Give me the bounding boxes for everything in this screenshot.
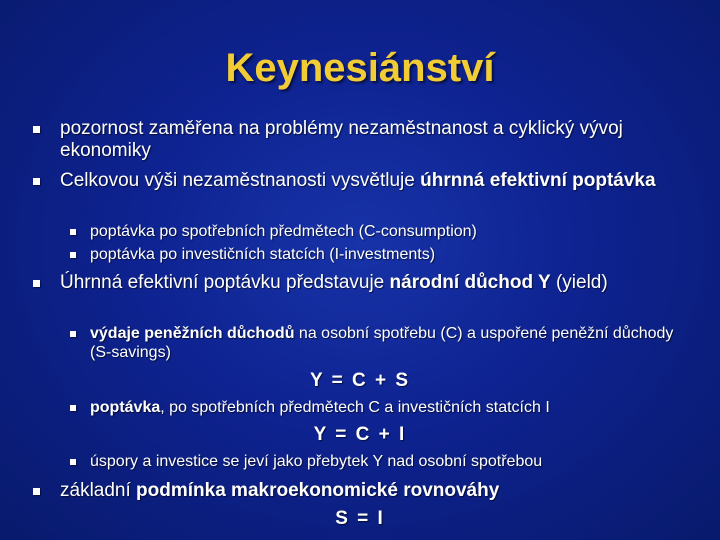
bullet-emphasis: úhrnná efektivní poptávka: [420, 170, 656, 191]
equation-y-c-s: Y = C + S: [309, 370, 411, 391]
bullet-text: pozornost zaměřena na problémy nezaměstnanost a cyklický vývoj ekonomiky: [60, 118, 623, 161]
sub-bullet-emphasis: výdaje peněžních důchodů: [90, 325, 295, 342]
sub-bullet-marker: [70, 331, 76, 337]
bullet-national-income: [60, 272, 700, 294]
sub-bullet-emphasis: poptávka: [90, 399, 161, 416]
sub-bullet-investments: [90, 245, 690, 264]
bullet-marker: [33, 126, 40, 133]
sub-bullet-text: , po spotřebních předmětech C a investičních statcích I: [160, 399, 550, 416]
bullet-emphasis: podmínka makroekonomické rovnováhy: [136, 480, 500, 501]
slide-title: Keynesiánství: [225, 46, 495, 90]
bullet-text: Celkovou výši nezaměstnanosti vysvětluje: [60, 170, 421, 191]
bullet-text: Úhrnná efektivní poptávku představuje: [60, 272, 390, 293]
sub-bullet-savings-investment: [90, 452, 690, 471]
equation-s-i: S = I: [335, 508, 385, 529]
sub-bullet-marker: [70, 252, 76, 258]
sub-bullet-consumption: [90, 222, 690, 241]
sub-bullet-text: na osobní spotřebu (C) a uspořené peněžní důchody (S-savings): [90, 325, 674, 361]
bullet-marker: [33, 280, 40, 287]
sub-bullet-text: poptávka po investičních statcích (I-investments): [90, 246, 436, 263]
sub-bullet-income-spending: [90, 324, 690, 362]
bullet-marker: [33, 178, 40, 185]
sub-bullet-text: úspory a investice se jeví jako přebytek Y nad osobní spotřebou: [90, 453, 543, 470]
bullet-emphasis: národní důchod Y: [389, 272, 551, 293]
sub-bullet-text: poptávka po spotřebních předmětech (C-consumption): [90, 223, 477, 240]
bullet-equilibrium-condition: [60, 480, 700, 502]
bullet-unemployment-focus: [60, 118, 700, 162]
sub-bullet-demand: [90, 398, 690, 417]
bullet-text: základní: [60, 480, 137, 501]
bullet-aggregate-demand: [60, 170, 700, 192]
equation-y-c-i: Y = C + I: [313, 424, 407, 445]
sub-bullet-marker: [70, 229, 76, 235]
bullet-text: (yield): [550, 272, 608, 293]
bullet-marker: [33, 488, 40, 495]
sub-bullet-marker: [70, 459, 76, 465]
sub-bullet-marker: [70, 405, 76, 411]
